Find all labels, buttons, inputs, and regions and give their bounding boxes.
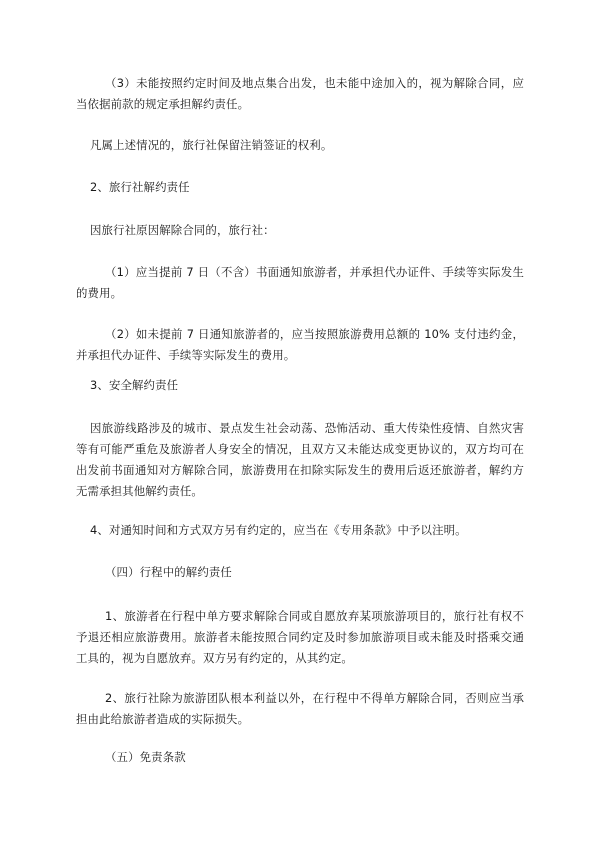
paragraph-penalty-clause: （2）如未提前 7 日通知旅游者的，应当按照旅游费用总额的 10% 支付违约金，并承担代办证件、手续等实际发生的费用。 xyxy=(76,327,524,362)
paragraph-notice-seven-days: （1）应当提前 7 日（不含）书面通知旅游者，并承担代办证件、手续等实际发生的费用。 xyxy=(76,265,524,300)
paragraph-early-departure-clause: （3）未能按照约定时间及地点集合出发，也未能中途加入的，视为解除合同，应当依据前款的规定承担解约责任。 xyxy=(76,76,524,111)
heading-safety-liability: 3、安全解约责任 xyxy=(90,378,179,392)
paragraph-safety-clause: 因旅游线路涉及的城市、景点发生社会动荡、恐怖活动、重大传染性疫情、自然灾害等有可能严重危及旅游者人身安全的情况，且双方又未能达成变更协议的，双方均可在出发前书面通知对方解除合同，旅游费用在扣除实际发生的费用后返还旅游者，解约方无需承担其他解约责任。 xyxy=(76,421,524,498)
heading-exemption-clause: （五）免责条款 xyxy=(105,750,186,764)
paragraph-agency-cancellation: 因旅行社原因解除合同的，旅行社： xyxy=(90,223,275,237)
heading-itinerary-liability: （四）行程中的解约责任 xyxy=(105,565,232,579)
paragraph-tourist-withdrawal: 1、旅游者在行程中单方要求解除合同或自愿放弃某项旅游项目的，旅行社有权不予退还相应旅游费用。旅游者未能按照合同约定及时参加旅游项目或未能及时搭乘交通工具的，视为自愿放弃。双方另有约定的，从其约定。 xyxy=(76,609,524,665)
paragraph-visa-cancellation: 凡属上述情况的，旅行社保留注销签证的权利。 xyxy=(90,138,333,152)
paragraph-special-terms: 4、对通知时间和方式双方另有约定的，应当在《专用条款》中予以注明。 xyxy=(90,523,467,537)
heading-agency-liability: 2、旅行社解约责任 xyxy=(90,180,190,194)
paragraph-agency-no-cancel: 2、旅行社除为旅游团队根本利益以外，在行程中不得单方解除合同，否则应当承担由此给旅游者造成的实际损失。 xyxy=(76,691,524,726)
